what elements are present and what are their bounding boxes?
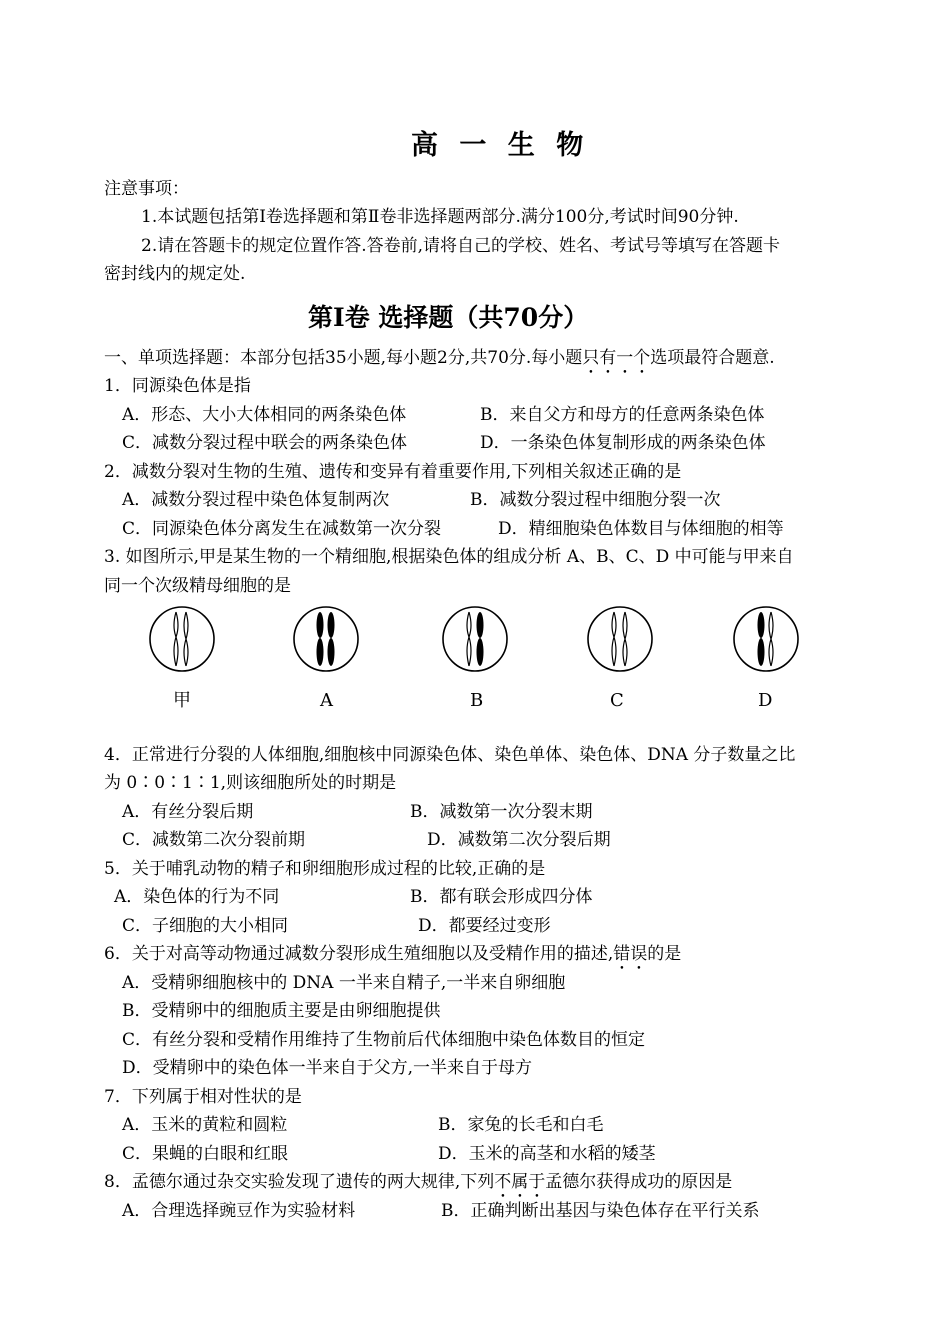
q4-option-d: D．减数第二次分裂后期	[427, 830, 611, 850]
q1-stem: 1．同源染色体是指	[104, 376, 251, 396]
q5-stem: 5．关于哺乳动物的精子和卵细胞形成过程的比较,正确的是	[104, 859, 546, 879]
q3-stem-line-2: 同一个次级精母细胞的是	[104, 576, 291, 596]
cell-b-diagram	[443, 607, 507, 671]
q6-option-a: A．受精卵细胞核中的 DNA 一半来自精子,一半来自卵细胞	[122, 973, 566, 993]
q5-option-b: B．都有联会形成四分体	[410, 887, 593, 907]
q7-option-c: C．果蝇的白眼和红眼	[122, 1144, 289, 1164]
instruction-text-before: 一、单项选择题：本部分包括35小题,每小题2分,共70分.每小题	[104, 348, 583, 368]
notice-heading: 注意事项：	[104, 179, 189, 199]
cell-label-c: C	[610, 690, 624, 711]
q8-stem-after: 孟德尔获得成功的原因是	[545, 1172, 733, 1192]
q1-option-c: C．减数分裂过程中联会的两条染色体	[122, 433, 408, 453]
cell-label-jia: 甲	[173, 690, 191, 711]
q1-option-a: A．形态、大小大体相同的两条染色体	[122, 405, 407, 425]
q8-stem-emphasis: 不属于	[494, 1172, 546, 1192]
q1-option-d: D．一条染色体复制形成的两条染色体	[480, 433, 766, 453]
q2-stem: 2．减数分裂对生物的生殖、遗传和变异有着重要作用,下列相关叙述正确的是	[104, 462, 682, 482]
q6-stem-before: 6．关于对高等动物通过减数分裂形成生殖细胞以及受精作用的描述,	[104, 944, 614, 964]
q4-option-c: C．减数第二次分裂前期	[122, 830, 306, 850]
q8-option-b: B．正确判断出基因与染色体存在平行关系	[441, 1201, 760, 1221]
notice-item-1: 1.本试题包括第Ⅰ卷选择题和第Ⅱ卷非选择题两部分.满分100分,考试时间90分钟.	[141, 207, 739, 227]
notice-item-2-line-1: 2.请在答题卡的规定位置作答.答卷前,请将自己的学校、姓名、考试号等填写在答题卡	[141, 236, 781, 256]
cell-jia-diagram	[150, 607, 214, 671]
q5-option-d: D．都要经过变形	[418, 916, 551, 936]
q6-option-d: D．受精卵中的染色体一半来自于父方,一半来自于母方	[122, 1058, 533, 1078]
q2-option-d: D．精细胞染色体数目与体细胞的相等	[498, 519, 784, 539]
page-title: 高 一 生 物	[411, 130, 590, 161]
q7-option-b: B．家兔的长毛和白毛	[438, 1115, 604, 1135]
q5-option-a: A．染色体的行为不同	[114, 887, 280, 907]
q7-option-d: D．玉米的高茎和水稻的矮茎	[438, 1144, 656, 1164]
q8-stem	[104, 1171, 732, 1202]
q6-option-c: C．有丝分裂和受精作用维持了生物前后代体细胞中染色体数目的恒定	[122, 1030, 646, 1050]
q1-option-b: B．来自父方和母方的任意两条染色体	[480, 405, 765, 425]
q2-option-c: C．同源染色体分离发生在减数第一次分裂	[122, 519, 442, 539]
cell-label-d: D	[758, 690, 773, 711]
q6-option-b: B．受精卵中的细胞质主要是由卵细胞提供	[122, 1001, 441, 1021]
q4-stem-line-2: 为 0∶0∶1∶1,则该细胞所处的时期是	[104, 773, 397, 793]
q4-option-b: B．减数第一次分裂末期	[410, 802, 593, 822]
q5-option-c: C．子细胞的大小相同	[122, 916, 289, 936]
q3-stem-line-1: 3. 如图所示,甲是某生物的一个精细胞,根据染色体的组成分析 A、B、C、D 中可能与甲来自	[104, 547, 794, 567]
q6-stem-after: 的是	[647, 944, 682, 964]
notice-item-2-line-2: 密封线内的规定处.	[104, 264, 246, 284]
q7-stem: 7．下列属于相对性状的是	[104, 1087, 302, 1107]
cell-a-diagram	[294, 607, 358, 671]
q2-option-b: B．减数分裂过程中细胞分裂一次	[470, 490, 721, 510]
cell-label-a: A	[320, 690, 333, 711]
q6-stem	[104, 943, 681, 974]
cell-d-diagram	[734, 607, 798, 671]
q8-stem-before: 8．孟德尔通过杂交实验发现了遗传的两大规律,下列	[104, 1172, 495, 1192]
section-title: 第Ⅰ卷 选择题（共70分）	[308, 303, 589, 332]
cell-c-diagram	[588, 607, 652, 671]
q4-option-a: A．有丝分裂后期	[122, 802, 254, 822]
q8-option-a: A．合理选择豌豆作为实验材料	[122, 1201, 356, 1221]
instruction-emphasis: 只有一个	[582, 348, 651, 368]
q4-stem-line-1: 4．正常进行分裂的人体细胞,细胞核中同源染色体、染色单体、染色体、DNA 分子数量之比	[104, 745, 796, 765]
q2-option-a: A．减数分裂过程中染色体复制两次	[122, 490, 390, 510]
cell-label-b: B	[470, 690, 484, 711]
instruction-text-after: 选项最符合题意.	[650, 348, 775, 368]
q6-stem-emphasis: 错误	[613, 944, 648, 964]
q7-option-a: A．玉米的黄粒和圆粒	[122, 1115, 288, 1135]
